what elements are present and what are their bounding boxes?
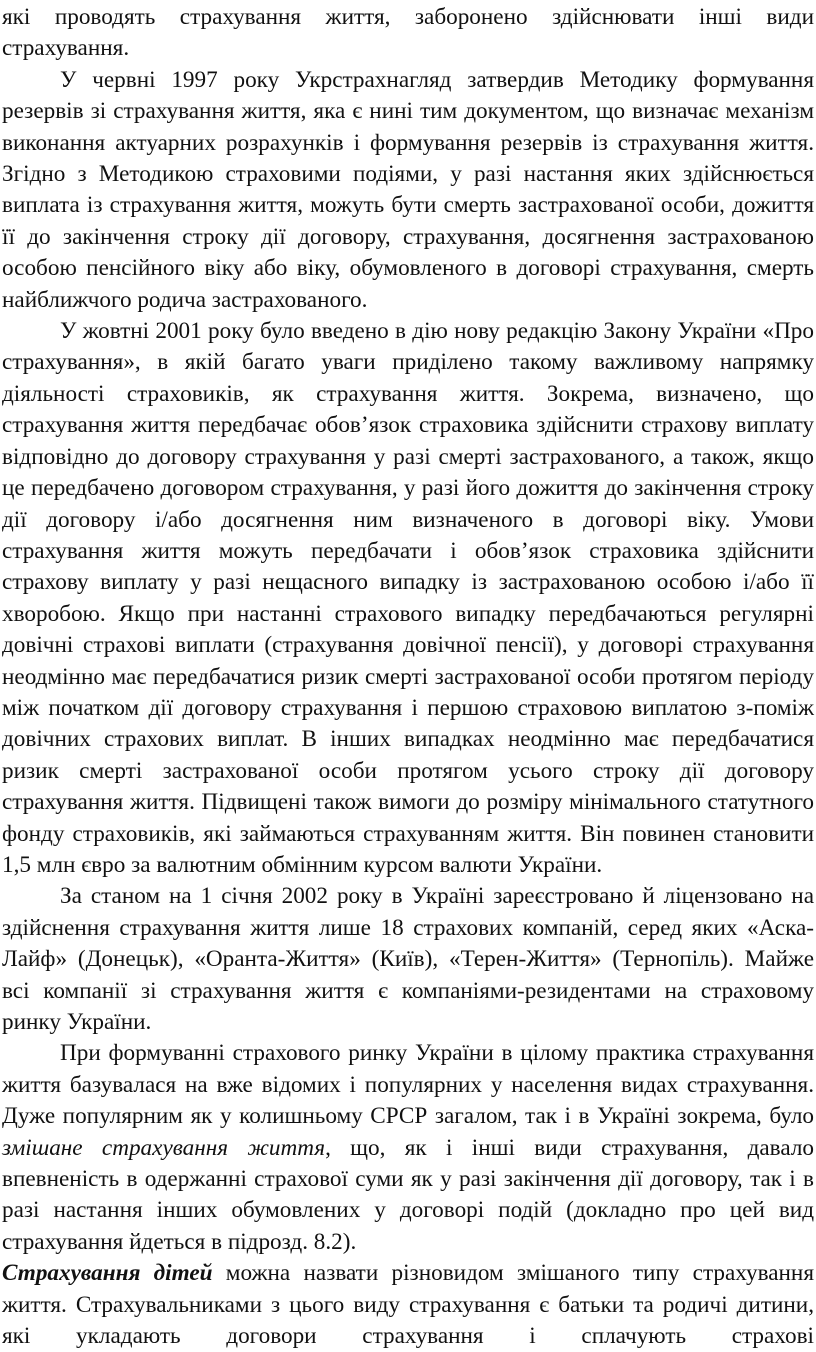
- paragraph-5-text-b: , що, як і інші види страхування, давало впевненість в одержанні страхової суми як у разі закінчення дії договору, так і в разі настання інших обумовлених у договорі подій (докладно про цей вид страхування йдеться в підрозд. 8.2).: [2, 1134, 814, 1255]
- paragraph-6: [2, 1258, 814, 1352]
- paragraph-1: які проводять страхування життя, заборонено здійснювати інші види страхування.: [2, 4, 814, 62]
- paragraph-3: У жовтні 2001 року було введено в дію нову редакцію Закону України «Про страхування», в якій багато уваги приділено такому важливому напрямку діяльності страховиків, як страхування життя. Зокрема, визначено, що страхування життя передбачає обов’язок страховика здійснити страхову виплату відповідно до договору страхування у разі смерті застрахованого, а також, якщо це передбачено договором страхування, у разі його дожиття до закінчення строку дії договору і/або досягнення ним визначеного в договорі віку. Умови страхування життя можуть передбачати і обов’язок страховика здійснити страхову виплату у разі нещасного випадку із застрахованою особою і/або її хворобою. Якщо при настанні страхового випадку передбачаються регулярні довічні страхові виплати (страхування довічної пенсії), у договорі страхування неодмінно має передбачатися ризик смерті застрахованої особи протягом періоду між початком дії договору страхування і першою страховою виплатою з-поміж довічних страхових виплат. В інших випадках неодмінно має передбачатися ризик смерті застрахованої особи протягом усього строку дії договору страхування життя. Підвищені також вимоги до розміру мінімального статутного фонду страховиків, які займаються страхуванням життя. Він повинен становити 1,5 млн євро за валютним обмінним курсом валюти України.: [2, 318, 814, 878]
- paragraph-5-text-a: При формуванні страхового ринку України в цілому практика страхування життя базувалася на вже відомих і популярних у населення видах страхування. Дуже популярним як у колишньому СРСР загалом, так і в Україні зокрема, було: [2, 1040, 814, 1130]
- paragraph-4: За станом на 1 січня 2002 року в Україні зареєстровано й ліцензовано на здійснення страхування життя лише 18 страхових компаній, серед яких «Аска-Лайф» (Донецьк), «Оранта-Життя» (Київ), «Терен-Життя» (Тернопіль). Майже всі компанії зі страхування життя є компаніями-резидентами на страховому ринку України.: [2, 883, 814, 1035]
- paragraph-2: У червні 1997 року Укрстрахнагляд затвердив Методику формування резервів зі страхування життя, яка є нині тим документом, що визначає механізм виконання актуарних розрахунків і формування резервів із страхування життя. Згідно з Методикою страховими подіями, у разі настання яких здійснюється виплата із страхування життя, можуть бути смерть застрахованої особи, дожиття її до закінчення строку дії договору, страхування, досягнення застрахованою особою пенсійного віку або віку, обумовленого в договорі страхування, смерть найближчого родича застрахованого.: [2, 66, 814, 313]
- paragraph-5: [2, 1038, 814, 1258]
- mixed-life-insurance-term: змішане страхування життя: [2, 1134, 326, 1161]
- child-insurance-term: Страхування дітей: [2, 1260, 213, 1287]
- paragraph-6-text: можна назвати різновидом змішаного типу страхування життя. Страхувальниками з цього виду страхування є батьки та родичі дитини, які укладають договори страхування і сплачують страхові: [2, 1260, 814, 1350]
